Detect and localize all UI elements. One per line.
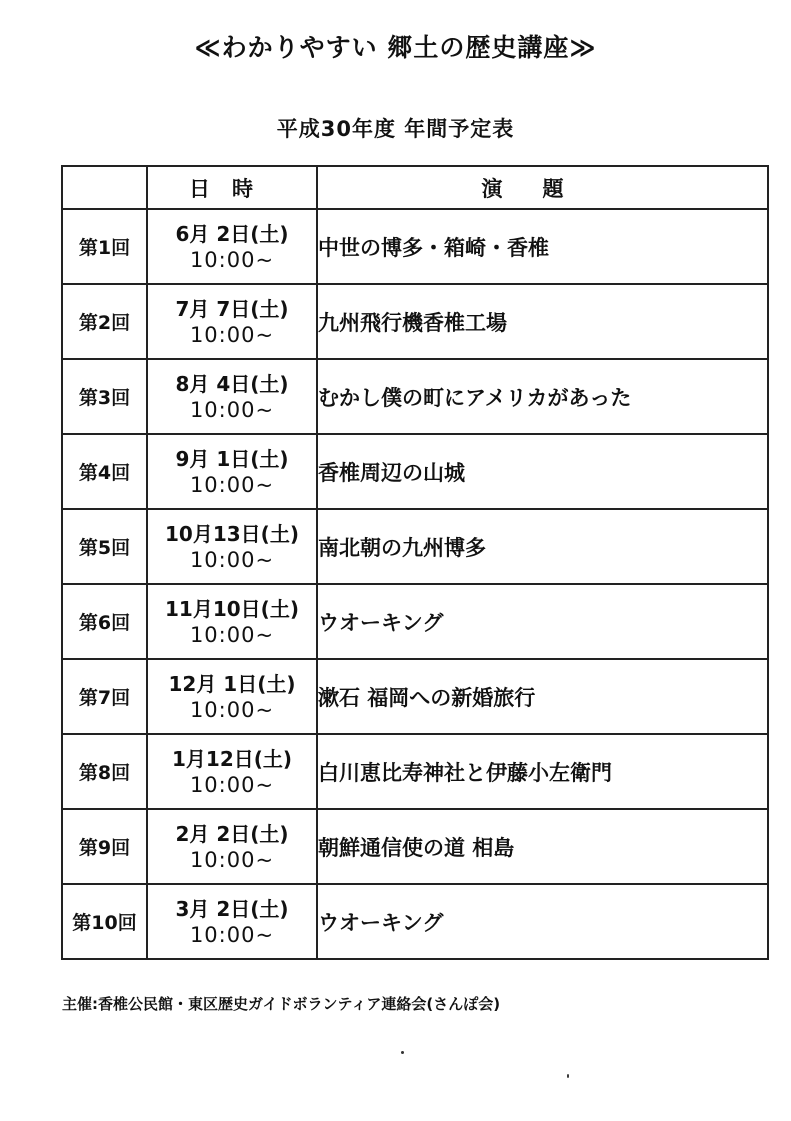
table-row (62, 884, 768, 959)
session-date: 12月 1日(土) (168, 671, 296, 696)
session-datetime (147, 584, 317, 659)
session-datetime (147, 884, 317, 959)
session-topic: むかし僕の町にアメリカがあった (317, 359, 768, 434)
session-time: 10:00~ (189, 547, 275, 572)
table-row (62, 509, 768, 584)
session-date: 1月12日(土) (171, 746, 293, 771)
table-row (62, 359, 768, 434)
session-date: 2月 2日(土) (175, 821, 289, 846)
session-topic: 南北朝の九州博多 (317, 509, 768, 584)
session-number: 第6回 (62, 584, 147, 659)
session-time: 10:00~ (189, 472, 275, 497)
scan-speck (567, 1074, 569, 1078)
session-number: 第8回 (62, 734, 147, 809)
table-row (62, 284, 768, 359)
table-body (62, 209, 768, 959)
session-datetime (147, 659, 317, 734)
session-date: 9月 1日(土) (175, 446, 289, 471)
table-header-row (62, 166, 768, 209)
page-subtitle: 平成30年度 年間予定表 (276, 117, 515, 141)
sponsor-note: 主催:香椎公民館・東区歴史ガイドボランティア連絡会(さんぽ会) (62, 995, 501, 1013)
session-number: 第7回 (62, 659, 147, 734)
session-number: 第9回 (62, 809, 147, 884)
header-topic: 演題 (317, 166, 768, 209)
session-time: 10:00~ (189, 697, 275, 722)
session-date: 3月 2日(土) (175, 896, 289, 921)
session-number: 第5回 (62, 509, 147, 584)
session-time: 10:00~ (189, 772, 275, 797)
session-time: 10:00~ (189, 622, 275, 647)
session-number: 第1回 (62, 209, 147, 284)
session-datetime (147, 434, 317, 509)
header-datetime: 日時 (147, 166, 317, 209)
session-time: 10:00~ (189, 247, 275, 272)
table-row (62, 734, 768, 809)
session-topic: 朝鮮通信使の道 相島 (317, 809, 768, 884)
table-row (62, 659, 768, 734)
session-time: 10:00~ (189, 397, 275, 422)
table-row (62, 434, 768, 509)
session-date: 6月 2日(土) (175, 221, 289, 246)
session-time: 10:00~ (189, 847, 275, 872)
session-number: 第3回 (62, 359, 147, 434)
session-topic: 漱石 福岡への新婚旅行 (317, 659, 768, 734)
session-topic: 九州飛行機香椎工場 (317, 284, 768, 359)
session-topic: 白川恵比寿神社と伊藤小左衛門 (317, 734, 768, 809)
session-datetime (147, 809, 317, 884)
scan-speck (401, 1051, 404, 1054)
session-datetime (147, 209, 317, 284)
session-topic: ウオーキング (317, 884, 768, 959)
table-row (62, 584, 768, 659)
page-title: ≪わかりやすい 郷土の歴史講座≫ (194, 33, 597, 62)
header-number (62, 166, 147, 209)
session-datetime (147, 284, 317, 359)
table-row (62, 209, 768, 284)
session-date: 10月13日(土) (165, 521, 299, 546)
session-datetime (147, 509, 317, 584)
session-topic: ウオーキング (317, 584, 768, 659)
session-date: 7月 7日(土) (175, 296, 289, 321)
session-number: 第4回 (62, 434, 147, 509)
session-topic: 中世の博多・箱崎・香椎 (317, 209, 768, 284)
session-time: 10:00~ (189, 322, 275, 347)
session-date: 8月 4日(土) (175, 371, 289, 396)
session-number: 第10回 (62, 884, 147, 959)
session-number: 第2回 (62, 284, 147, 359)
table-row (62, 809, 768, 884)
schedule-table (61, 165, 769, 960)
session-topic: 香椎周辺の山城 (317, 434, 768, 509)
session-datetime (147, 359, 317, 434)
session-time: 10:00~ (189, 922, 275, 947)
session-datetime (147, 734, 317, 809)
session-date: 11月10日(土) (165, 596, 299, 621)
